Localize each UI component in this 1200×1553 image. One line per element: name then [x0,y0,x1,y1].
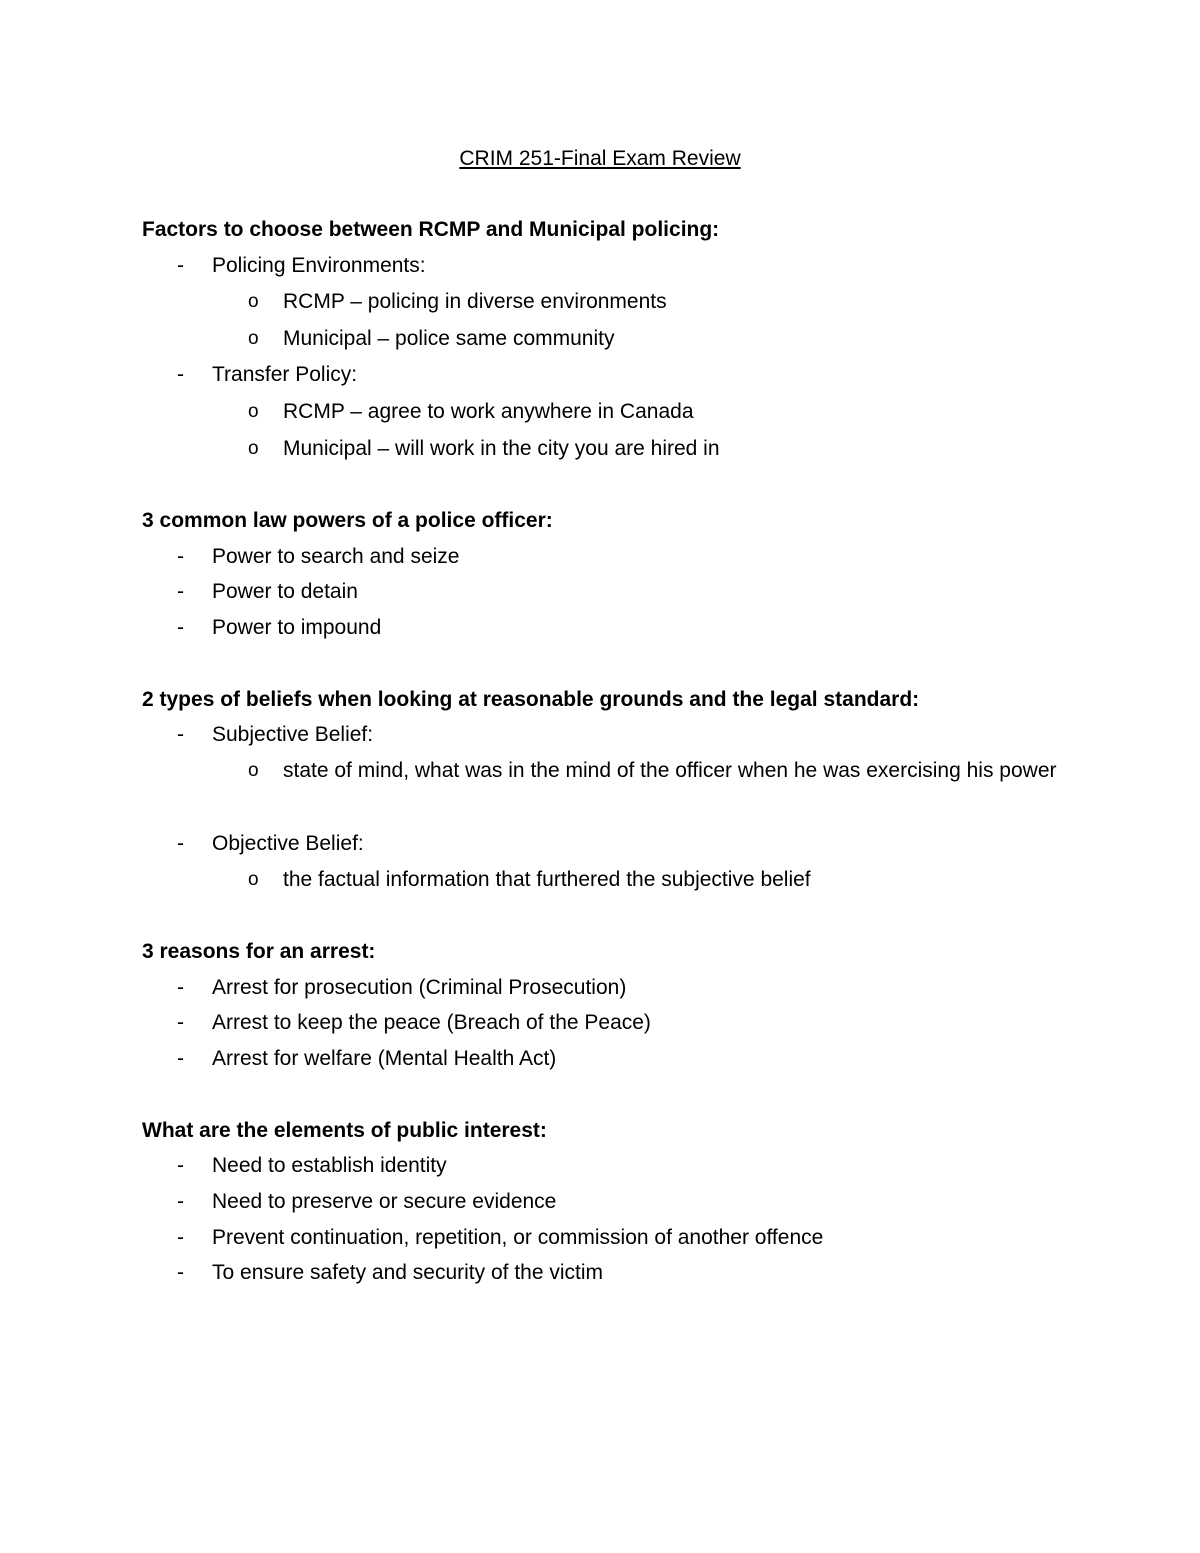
list-item [177,829,364,859]
list-item [177,1044,556,1074]
list-item-text: Need to establish identity [212,1154,447,1177]
sub-list-item [248,393,1068,430]
sub-list-item-text: state of mind, what was in the mind of the officer when he was exercising his power [283,759,1057,782]
list-item-text: To ensure safety and security of the victim [212,1261,604,1284]
list-item [177,1258,603,1288]
list-item [177,251,426,281]
list-item [177,1187,556,1217]
sub-list-item-text: the factual information that furthered the subjective belief [283,868,811,891]
list-item [177,973,626,1003]
sub-list-item-text: RCMP – policing in diverse environments [283,290,667,313]
list-item-text: Arrest for welfare (Mental Health Act) [212,1047,557,1070]
circle-bullet: o [248,438,259,459]
list-item [177,720,373,750]
list-item-text: Arrest for prosecution (Criminal Prosecution) [212,976,627,999]
section-heading-policing-factors: Factors to choose between RCMP and Municipal policing: [142,218,720,241]
list-item-text: Power to impound [212,616,382,639]
sub-list-item [248,320,1068,357]
list-item [177,1151,447,1181]
dash-bullet: - [177,1154,184,1177]
sub-list-item [248,283,1068,320]
dash-bullet: - [177,1226,184,1249]
sub-list-item-text: Municipal – police same community [283,327,615,350]
sub-list-item-text: Municipal – will work in the city you are hired in [283,437,720,460]
list-item-text: Transfer Policy: [212,363,358,386]
list-item [177,360,357,390]
list-item [177,613,381,643]
list-item-text: Policing Environments: [212,254,426,277]
section-heading-public-interest: What are the elements of public interest: [142,1119,547,1142]
dash-bullet: - [177,1190,184,1213]
dash-bullet: - [177,363,184,386]
dash-bullet: - [177,1011,184,1034]
sub-list-item [248,752,1068,789]
list-item-text: Prevent continuation, repetition, or commission of another offence [212,1226,824,1249]
dash-bullet: - [177,976,184,999]
dash-bullet: - [177,832,184,855]
dash-bullet: - [177,616,184,639]
sub-list-item [248,861,1068,898]
dash-bullet: - [177,545,184,568]
list-item [177,1008,651,1038]
list-item-text: Need to preserve or secure evidence [212,1190,557,1213]
circle-bullet: o [248,869,259,890]
list-item-text: Power to detain [212,580,358,603]
dash-bullet: - [177,1261,184,1284]
dash-bullet: - [177,580,184,603]
circle-bullet: o [248,328,259,349]
sub-list-item-text: RCMP – agree to work anywhere in Canada [283,400,694,423]
dash-bullet: - [177,254,184,277]
list-item-text: Power to search and seize [212,545,460,568]
circle-bullet: o [248,401,259,422]
circle-bullet: o [248,291,259,312]
dash-bullet: - [177,723,184,746]
circle-bullet: o [248,760,259,781]
section-heading-types-of-beliefs: 2 types of beliefs when looking at reasonable grounds and the legal standard: [142,688,920,711]
section-heading-common-law-powers: 3 common law powers of a police officer: [142,509,553,532]
dash-bullet: - [177,1047,184,1070]
sub-list-item [248,430,1068,467]
section-heading-reasons-for-arrest: 3 reasons for an arrest: [142,940,376,963]
list-item [177,577,358,607]
list-item-text: Objective Belief: [212,832,364,855]
list-item-text: Arrest to keep the peace (Breach of the Peace) [212,1011,651,1034]
list-item [177,1223,823,1253]
list-item-text: Subjective Belief: [212,723,374,746]
list-item [177,542,459,572]
page-title: CRIM 251-Final Exam Review [459,147,741,170]
